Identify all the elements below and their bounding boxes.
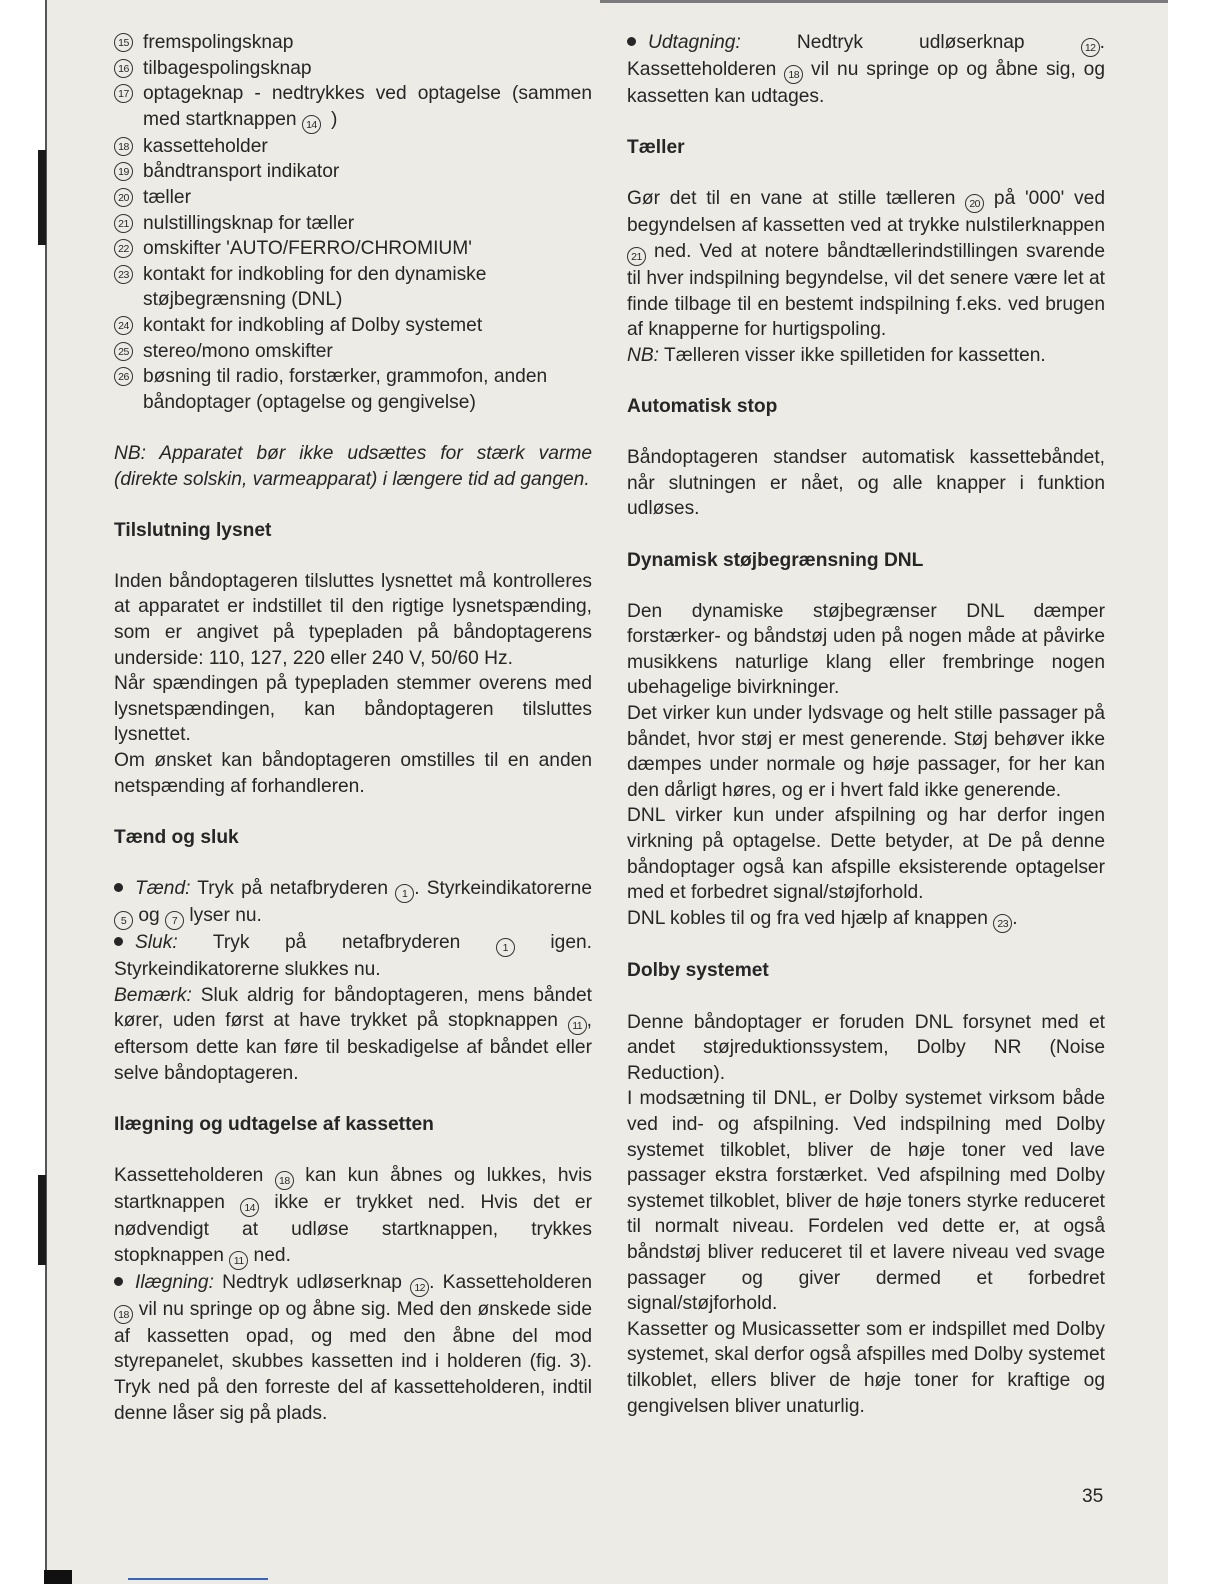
bullet-icon bbox=[627, 37, 636, 46]
paragraph bbox=[627, 186, 1105, 342]
paragraph: DNL virker kun under afspilning og har derfor ingen virkning på optagelse. Dette betyder, at De på denne båndoptager også kan afspille eksisterende optagelser med et forbedret signal/støjforhold. bbox=[627, 805, 1105, 904]
nb-note: NB: Apparatet bør ikke udsættes for stærk varme (direkte solskin, varmeapparat) i længere tid ad gangen. bbox=[114, 442, 592, 490]
callout-number: 5 bbox=[114, 911, 133, 930]
term-label: Bemærk: bbox=[114, 984, 192, 1006]
page-edge-right bbox=[1168, 0, 1224, 1584]
callout-number: 26 bbox=[114, 367, 133, 386]
text: Tryk på netafbryderen bbox=[190, 878, 396, 899]
callout-number: 21 bbox=[627, 247, 646, 266]
heading-tilslutning: Tilslutning lysnet bbox=[114, 519, 272, 541]
callout-number: 22 bbox=[114, 239, 133, 258]
legend-text: nulstillingsknap for tæller bbox=[143, 212, 355, 234]
paragraph: Kassetter og Musicassetter som er indspillet med Dolby systemet, skal derfor også afspilles med Dolby systemet tilkoblet, ellers bliver de høje toner for kraftige og gengivelsen bliver unaturlig. bbox=[627, 1318, 1105, 1417]
bullet-ilaegning bbox=[114, 1270, 592, 1426]
paragraph: Denne båndoptager er foruden DNL forsynet med et andet støjreduktionssystem, Dolby NR (Noise Reduction). bbox=[627, 1011, 1105, 1084]
legend-text: kontakt for indkobling af Dolby systemet bbox=[143, 314, 483, 336]
text: Gør det til en vane at stille tælleren bbox=[627, 188, 966, 210]
bullet-sluk bbox=[114, 930, 592, 983]
callout-number: 21 bbox=[114, 214, 133, 233]
callout-number: 20 bbox=[965, 194, 984, 213]
top-rule bbox=[600, 0, 1170, 3]
callout-number: 14 bbox=[240, 1198, 259, 1217]
spine-mark-top bbox=[38, 150, 46, 245]
text: Tryk på netafbryderen bbox=[177, 932, 496, 953]
text: ikke er trykket ned. Hvis det er nødvendigt at udløse startknappen, trykkes stopknappen bbox=[114, 1192, 592, 1266]
text: Sluk aldrig for båndoptageren, mens båndet kører, uden først at have trykket på stopknappen bbox=[114, 984, 592, 1032]
legend-text-main: optageknap - nedtrykkes ved optagelse (sammen med startknappen bbox=[143, 83, 592, 130]
term-label: NB: bbox=[627, 344, 659, 366]
right-column bbox=[627, 30, 1105, 1419]
paragraph: I modsætning til DNL, er Dolby systemet virksom både ved ind- og afspilning. Ved indspilning med Dolby systemet tilkoblet, bliver de høje toner ved lave passager ekstra forstærket. Ved afspilning med Dolby systemet tilkoblet, bliver de høje toners styrke reduceret til normalt niveau. Fordelen ved dette er, at også båndstøj bliver reduceret til et lavere niveau ved svage passager og giver dermed et forbedret signal/støjforhold. bbox=[627, 1088, 1105, 1315]
callout-number: 15 bbox=[114, 33, 133, 52]
bullet-icon bbox=[114, 883, 123, 892]
bottom-corner-mark bbox=[44, 1570, 72, 1584]
bullet-udtagning bbox=[627, 30, 1105, 110]
legend-item bbox=[114, 30, 592, 56]
heading-ilaegning: Ilægning og udtagelse af kassetten bbox=[114, 1113, 434, 1135]
legend-text: stereo/mono omskifter bbox=[143, 340, 333, 362]
callout-number: 25 bbox=[114, 342, 133, 361]
legend-item bbox=[114, 339, 592, 365]
text: og bbox=[133, 905, 166, 926]
bullet-icon bbox=[114, 937, 123, 946]
callout-number: 20 bbox=[114, 188, 133, 207]
text: . bbox=[1012, 907, 1018, 929]
paragraph: Den dynamiske støjbegrænser DNL dæmper forstærker- og båndstøj uden på nogen måde at påvirke musikkens naturlige klang eller frembringe nogen ubehagelige bivirkninger. bbox=[627, 600, 1105, 699]
legend-item bbox=[114, 134, 592, 160]
text: vil nu springe op og åbne sig. Med den ønskede side af kassetten opad, og med den åbne del mod styrepanelet, skubbes kassetten ind i holderen (fig. 3). Tryk ned på den forreste del af kassetteholderen, indtil denne låser sig på plads. bbox=[114, 1298, 592, 1424]
paragraph bbox=[627, 906, 1105, 933]
legend-text: omskifter 'AUTO/FERRO/CHROMIUM' bbox=[143, 238, 472, 260]
legend-text: kassetteholder bbox=[143, 135, 268, 157]
text: vil nu springe op og åbne sig, og kassetten kan udtages. bbox=[627, 59, 1105, 107]
text: Nedtryk udløserknap bbox=[740, 32, 1081, 53]
text: ned. bbox=[248, 1244, 291, 1266]
heading-automatisk-stop: Automatisk stop bbox=[627, 395, 778, 417]
callout-number: 12 bbox=[410, 1278, 429, 1297]
text: på '000' ved begyndelsen af kassetten ved at trykke nulstilerknappen bbox=[627, 188, 1105, 237]
legend-item bbox=[114, 159, 592, 185]
component-legend bbox=[114, 30, 592, 415]
text: Nedtryk udløserknap bbox=[213, 1271, 411, 1293]
heading-dolby: Dolby systemet bbox=[627, 960, 769, 982]
callout-number: 23 bbox=[993, 914, 1012, 933]
term-label: Ilægning: bbox=[135, 1271, 214, 1293]
callout-number: 24 bbox=[114, 316, 133, 335]
callout-number: 14 bbox=[302, 115, 321, 134]
term-label: Sluk: bbox=[135, 932, 178, 953]
paragraph: Båndoptageren standser automatisk kassettebåndet, når slutningen er nået, og alle knapper i funktion udløses. bbox=[627, 447, 1105, 520]
heading-taend-sluk: Tænd og sluk bbox=[114, 826, 239, 848]
callout-number: 17 bbox=[114, 84, 133, 103]
legend-text: tilbagespolingsknap bbox=[143, 57, 312, 79]
paragraph: Når spændingen på typepladen stemmer overens med lysnetspændingen, kan båndoptageren tilsluttes lysnettet. bbox=[114, 673, 592, 746]
paragraph: Om ønsket kan båndoptageren omstilles til en anden netspænding af forhandleren. bbox=[114, 750, 592, 797]
legend-text bbox=[143, 81, 592, 134]
legend-item bbox=[114, 211, 592, 237]
legend-text: fremspolingsknap bbox=[143, 32, 294, 53]
legend-text: bøsning til radio, forstærker, grammofon, anden båndoptager (optagelse og gengivelse) bbox=[143, 366, 548, 413]
bullet-taend bbox=[114, 876, 592, 930]
callout-number: 18 bbox=[114, 1305, 133, 1324]
callout-number: 16 bbox=[114, 59, 133, 78]
text: . Styrkeindikatorerne bbox=[414, 878, 593, 899]
legend-item bbox=[114, 262, 592, 313]
page-number: 35 bbox=[1082, 1486, 1104, 1507]
callout-number: 18 bbox=[114, 137, 133, 156]
legend-item bbox=[114, 81, 592, 134]
legend-text: tæller bbox=[143, 186, 191, 208]
legend-item bbox=[114, 364, 592, 415]
heading-taeller: Tæller bbox=[627, 137, 685, 159]
term-label: Tænd: bbox=[135, 878, 191, 899]
legend-text: kontakt for indkobling for den dynamiske støjbegrænsning (DNL) bbox=[143, 263, 487, 311]
callout-number: 1 bbox=[496, 938, 515, 957]
callout-number: 11 bbox=[229, 1251, 248, 1270]
legend-item bbox=[114, 313, 592, 339]
legend-text-after: ) bbox=[330, 108, 338, 130]
legend-item bbox=[114, 56, 592, 82]
text: , eftersom dette kan føre til beskadigelse af båndet eller selve båndoptageren. bbox=[114, 1010, 592, 1084]
heading-dnl: Dynamisk støjbegrænsning DNL bbox=[627, 549, 924, 571]
bottom-link-line bbox=[128, 1578, 268, 1580]
term-label: Udtagning: bbox=[648, 32, 741, 53]
text: . Kassetteholderen bbox=[627, 32, 1105, 80]
text: DNL kobles til og fra ved hjælp af knappen bbox=[627, 907, 994, 929]
spine-mark-bottom bbox=[38, 1175, 46, 1265]
text: Tælleren visser ikke spilletiden for kassetten. bbox=[659, 344, 1046, 366]
callout-number: 11 bbox=[568, 1016, 587, 1035]
text: igen. Styrkeindikatorerne slukkes nu. bbox=[114, 932, 592, 980]
legend-text: båndtransport indikator bbox=[143, 161, 340, 183]
callout-number: 18 bbox=[275, 1171, 294, 1190]
text: ned. Ved at notere båndtællerindstillingen svarende til hver indspilning begyndelse, vil det senere være let at finde tilbage til en bestemt indspilning f.eks. ved brugen af knapperne for hurtigspoling. bbox=[627, 240, 1105, 341]
text: . Kassetteholderen bbox=[429, 1271, 592, 1293]
note-bemaerk bbox=[114, 983, 592, 1087]
callout-number: 18 bbox=[784, 65, 803, 84]
left-column bbox=[114, 30, 592, 1426]
callout-number: 23 bbox=[114, 265, 133, 284]
legend-item bbox=[114, 185, 592, 211]
callout-number: 1 bbox=[395, 884, 414, 903]
callout-number: 7 bbox=[165, 911, 184, 930]
paragraph bbox=[114, 1163, 592, 1270]
callout-number: 19 bbox=[114, 162, 133, 181]
paragraph: Inden båndoptageren tilsluttes lysnettet må kontrolleres at apparatet er indstillet til den rigtige lysnetspænding, som er angivet på typepladen på båndoptagerens underside: 110, 127, 220 eller 240 V, 50/60 Hz. bbox=[114, 570, 592, 669]
text: kan kun åbnes og lukkes, hvis startknappen bbox=[114, 1165, 593, 1214]
text: lyser nu. bbox=[184, 905, 262, 926]
callout-number: 12 bbox=[1081, 38, 1100, 57]
note-nb bbox=[627, 343, 1105, 369]
text: Kassetteholderen bbox=[114, 1165, 275, 1187]
bullet-icon bbox=[114, 1277, 123, 1286]
paragraph: Det virker kun under lydsvage og helt stille passager på båndet, hvor støj er mest generende. Støj behøver ikke dæmpes under normale og høje passager, for her kan den dårligt høres, og er i hvert fald ikke generende. bbox=[627, 703, 1105, 801]
legend-item bbox=[114, 236, 592, 262]
